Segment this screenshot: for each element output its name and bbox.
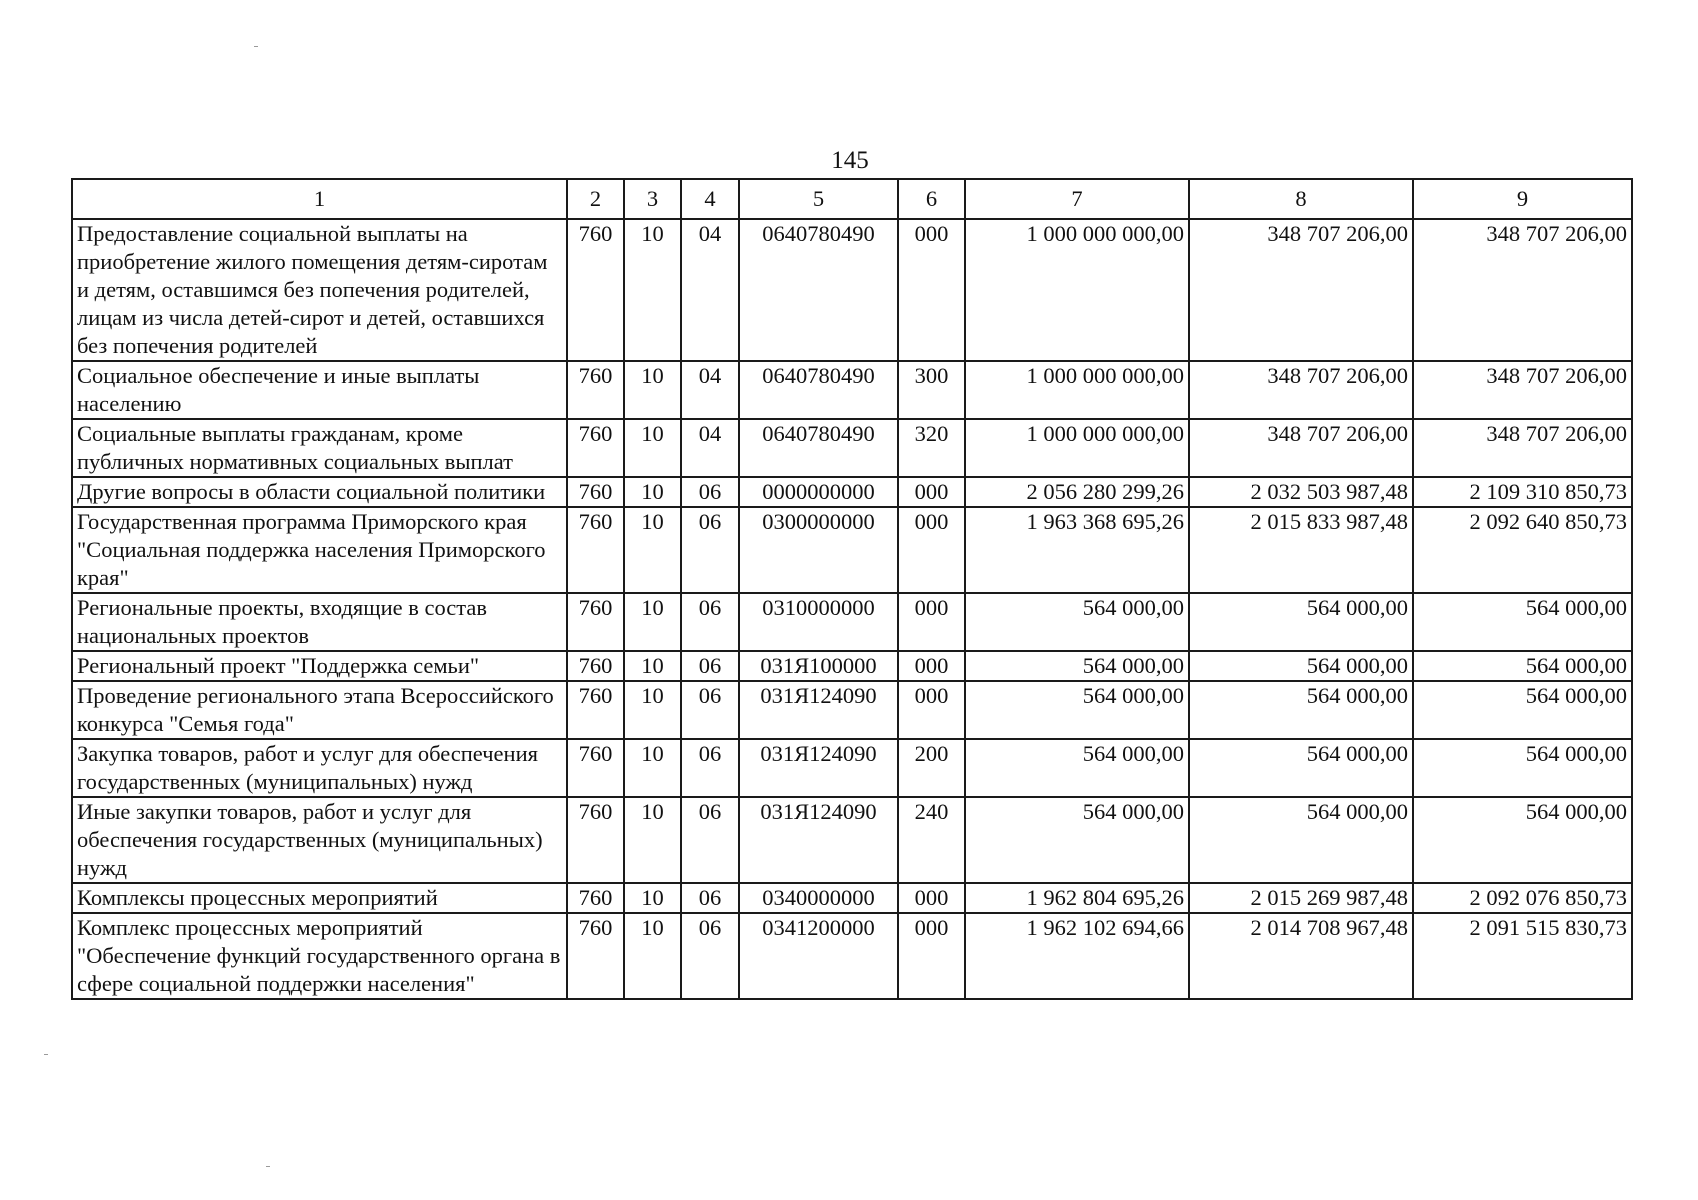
row-code-target: 0340000000 bbox=[739, 883, 898, 913]
header-col-9: 9 bbox=[1413, 179, 1632, 219]
header-col-2: 2 bbox=[567, 179, 624, 219]
row-code-ministry: 760 bbox=[567, 883, 624, 913]
row-code-section: 10 bbox=[624, 797, 681, 883]
row-code-section: 10 bbox=[624, 739, 681, 797]
row-code-ministry: 760 bbox=[567, 913, 624, 999]
row-amount-col8: 348 707 206,00 bbox=[1189, 361, 1413, 419]
table-row bbox=[72, 681, 1632, 739]
header-col-7: 7 bbox=[965, 179, 1189, 219]
row-name: Предоставление социальной выплаты на приобретение жилого помещения детям-сиротам и детям, оставшимся без попечения родителей, лицам из числа детей-сирот и детей, оставшихся без попечения родителей bbox=[72, 219, 567, 361]
table-row bbox=[72, 419, 1632, 477]
row-code-subsection: 06 bbox=[681, 507, 739, 593]
header-col-5: 5 bbox=[739, 179, 898, 219]
table-row bbox=[72, 797, 1632, 883]
row-amount-col7: 564 000,00 bbox=[965, 651, 1189, 681]
row-code-target: 031Я124090 bbox=[739, 739, 898, 797]
row-code-ministry: 760 bbox=[567, 419, 624, 477]
row-code-expense-type: 000 bbox=[898, 651, 965, 681]
scan-speck bbox=[44, 1054, 48, 1055]
row-code-target: 031Я100000 bbox=[739, 651, 898, 681]
header-col-1: 1 bbox=[72, 179, 567, 219]
row-amount-col7: 2 056 280 299,26 bbox=[965, 477, 1189, 507]
row-name: Иные закупки товаров, работ и услуг для обеспечения государственных (муниципальных) нужд bbox=[72, 797, 567, 883]
row-code-ministry: 760 bbox=[567, 477, 624, 507]
row-amount-col9: 348 707 206,00 bbox=[1413, 219, 1632, 361]
row-amount-col7: 1 962 102 694,66 bbox=[965, 913, 1189, 999]
row-name: Региональный проект "Поддержка семьи" bbox=[72, 651, 567, 681]
row-code-section: 10 bbox=[624, 477, 681, 507]
row-code-section: 10 bbox=[624, 681, 681, 739]
row-code-subsection: 06 bbox=[681, 797, 739, 883]
row-code-subsection: 06 bbox=[681, 739, 739, 797]
row-amount-col9: 564 000,00 bbox=[1413, 651, 1632, 681]
row-amount-col7: 1 000 000 000,00 bbox=[965, 419, 1189, 477]
row-code-target: 0640780490 bbox=[739, 419, 898, 477]
row-name: Закупка товаров, работ и услуг для обеспечения государственных (муниципальных) нужд bbox=[72, 739, 567, 797]
row-code-ministry: 760 bbox=[567, 361, 624, 419]
row-name: Проведение регионального этапа Всероссийского конкурса "Семья года" bbox=[72, 681, 567, 739]
row-amount-col7: 564 000,00 bbox=[965, 797, 1189, 883]
row-code-ministry: 760 bbox=[567, 219, 624, 361]
row-code-expense-type: 240 bbox=[898, 797, 965, 883]
row-amount-col8: 564 000,00 bbox=[1189, 739, 1413, 797]
row-code-expense-type: 000 bbox=[898, 913, 965, 999]
scan-speck bbox=[254, 46, 258, 47]
row-amount-col9: 348 707 206,00 bbox=[1413, 419, 1632, 477]
row-code-subsection: 06 bbox=[681, 913, 739, 999]
row-code-ministry: 760 bbox=[567, 739, 624, 797]
row-amount-col8: 564 000,00 bbox=[1189, 651, 1413, 681]
row-code-expense-type: 000 bbox=[898, 219, 965, 361]
row-code-section: 10 bbox=[624, 507, 681, 593]
row-code-subsection: 04 bbox=[681, 419, 739, 477]
row-amount-col8: 348 707 206,00 bbox=[1189, 419, 1413, 477]
row-amount-col9: 2 092 076 850,73 bbox=[1413, 883, 1632, 913]
row-name: Социальные выплаты гражданам, кроме публичных нормативных социальных выплат bbox=[72, 419, 567, 477]
row-code-ministry: 760 bbox=[567, 593, 624, 651]
row-name: Комплексы процессных мероприятий bbox=[72, 883, 567, 913]
table-row bbox=[72, 739, 1632, 797]
table-row bbox=[72, 361, 1632, 419]
row-name: Региональные проекты, входящие в состав национальных проектов bbox=[72, 593, 567, 651]
row-amount-col9: 2 109 310 850,73 bbox=[1413, 477, 1632, 507]
row-code-target: 0000000000 bbox=[739, 477, 898, 507]
row-code-ministry: 760 bbox=[567, 797, 624, 883]
row-amount-col8: 2 015 833 987,48 bbox=[1189, 507, 1413, 593]
budget-table bbox=[71, 178, 1633, 1000]
row-amount-col8: 2 014 708 967,48 bbox=[1189, 913, 1413, 999]
row-code-ministry: 760 bbox=[567, 681, 624, 739]
row-code-target: 0640780490 bbox=[739, 361, 898, 419]
row-amount-col7: 1 000 000 000,00 bbox=[965, 361, 1189, 419]
row-name: Комплекс процессных мероприятий "Обеспечение функций государственного органа в сфере социальной поддержки населения" bbox=[72, 913, 567, 999]
row-code-subsection: 06 bbox=[681, 681, 739, 739]
row-code-target: 0640780490 bbox=[739, 219, 898, 361]
row-name: Государственная программа Приморского края "Социальная поддержка населения Приморского края" bbox=[72, 507, 567, 593]
row-amount-col8: 564 000,00 bbox=[1189, 681, 1413, 739]
row-code-ministry: 760 bbox=[567, 651, 624, 681]
row-code-target: 031Я124090 bbox=[739, 681, 898, 739]
row-amount-col7: 1 962 804 695,26 bbox=[965, 883, 1189, 913]
row-code-subsection: 04 bbox=[681, 361, 739, 419]
row-code-subsection: 06 bbox=[681, 651, 739, 681]
header-col-6: 6 bbox=[898, 179, 965, 219]
row-code-section: 10 bbox=[624, 419, 681, 477]
row-code-expense-type: 000 bbox=[898, 593, 965, 651]
table-row bbox=[72, 883, 1632, 913]
row-code-expense-type: 320 bbox=[898, 419, 965, 477]
row-code-target: 0310000000 bbox=[739, 593, 898, 651]
row-code-section: 10 bbox=[624, 883, 681, 913]
row-amount-col7: 1 963 368 695,26 bbox=[965, 507, 1189, 593]
scan-speck bbox=[266, 1166, 270, 1167]
row-amount-col7: 564 000,00 bbox=[965, 681, 1189, 739]
row-code-ministry: 760 bbox=[567, 507, 624, 593]
row-name: Социальное обеспечение и иные выплаты населению bbox=[72, 361, 567, 419]
page-number: 145 bbox=[831, 147, 869, 174]
row-amount-col9: 2 092 640 850,73 bbox=[1413, 507, 1632, 593]
row-code-section: 10 bbox=[624, 361, 681, 419]
row-code-expense-type: 000 bbox=[898, 883, 965, 913]
row-amount-col8: 2 032 503 987,48 bbox=[1189, 477, 1413, 507]
row-amount-col7: 564 000,00 bbox=[965, 739, 1189, 797]
table-body bbox=[72, 219, 1632, 999]
row-code-target: 0300000000 bbox=[739, 507, 898, 593]
row-amount-col8: 2 015 269 987,48 bbox=[1189, 883, 1413, 913]
table-row bbox=[72, 593, 1632, 651]
row-code-subsection: 06 bbox=[681, 477, 739, 507]
header-col-4: 4 bbox=[681, 179, 739, 219]
row-code-section: 10 bbox=[624, 219, 681, 361]
row-code-section: 10 bbox=[624, 913, 681, 999]
row-code-expense-type: 000 bbox=[898, 477, 965, 507]
row-amount-col8: 564 000,00 bbox=[1189, 797, 1413, 883]
header-col-3: 3 bbox=[624, 179, 681, 219]
row-code-expense-type: 300 bbox=[898, 361, 965, 419]
row-code-section: 10 bbox=[624, 593, 681, 651]
row-amount-col9: 564 000,00 bbox=[1413, 739, 1632, 797]
table-row bbox=[72, 507, 1632, 593]
row-code-subsection: 04 bbox=[681, 219, 739, 361]
row-code-target: 031Я124090 bbox=[739, 797, 898, 883]
row-code-target: 0341200000 bbox=[739, 913, 898, 999]
row-code-subsection: 06 bbox=[681, 883, 739, 913]
header-row bbox=[72, 179, 1632, 219]
row-amount-col7: 564 000,00 bbox=[965, 593, 1189, 651]
row-code-subsection: 06 bbox=[681, 593, 739, 651]
row-code-expense-type: 000 bbox=[898, 507, 965, 593]
table-row bbox=[72, 219, 1632, 361]
table-row bbox=[72, 651, 1632, 681]
row-amount-col9: 2 091 515 830,73 bbox=[1413, 913, 1632, 999]
row-code-expense-type: 200 bbox=[898, 739, 965, 797]
row-amount-col7: 1 000 000 000,00 bbox=[965, 219, 1189, 361]
table-row bbox=[72, 913, 1632, 999]
row-amount-col9: 564 000,00 bbox=[1413, 797, 1632, 883]
header-col-8: 8 bbox=[1189, 179, 1413, 219]
row-code-section: 10 bbox=[624, 651, 681, 681]
row-amount-col8: 348 707 206,00 bbox=[1189, 219, 1413, 361]
table-row bbox=[72, 477, 1632, 507]
row-code-expense-type: 000 bbox=[898, 681, 965, 739]
row-name: Другие вопросы в области социальной политики bbox=[72, 477, 567, 507]
row-amount-col9: 564 000,00 bbox=[1413, 593, 1632, 651]
row-amount-col8: 564 000,00 bbox=[1189, 593, 1413, 651]
row-amount-col9: 564 000,00 bbox=[1413, 681, 1632, 739]
row-amount-col9: 348 707 206,00 bbox=[1413, 361, 1632, 419]
